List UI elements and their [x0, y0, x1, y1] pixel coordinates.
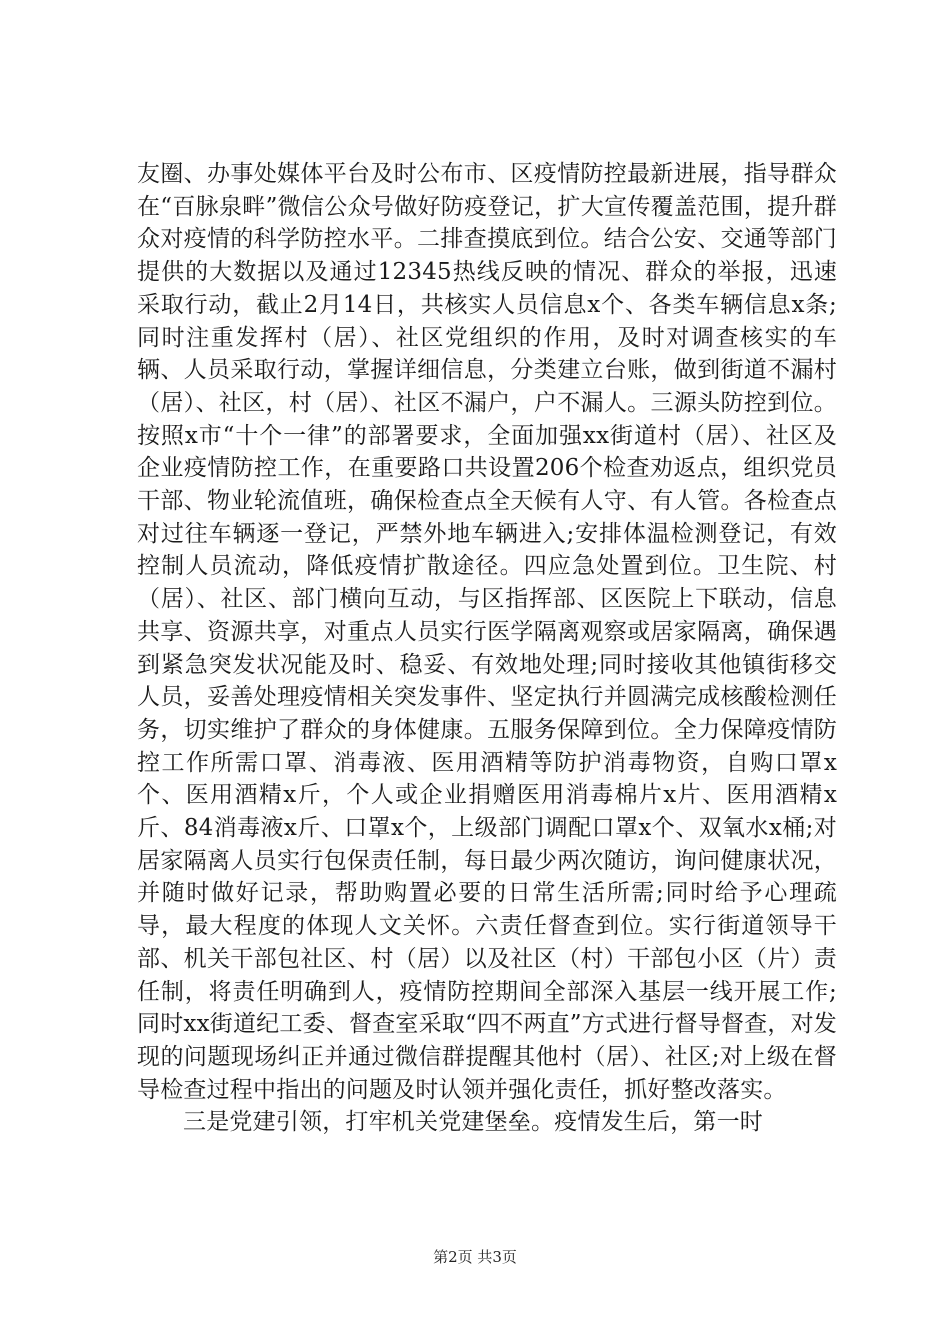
paragraph-2: 三是党建引领，打牢机关党建堡垒。疫情发生后，第一时 [183, 1109, 763, 1136]
page-footer: 第2页 共3页 [433, 1248, 517, 1266]
document-body [137, 158, 837, 1139]
paragraph-1: 友圈、办事处媒体平台及时公布市、区疫情防控最新进展，指导群众在“百脉泉畔”微信公众号做好防疫登记，扩大宣传覆盖范围，提升群众对疫情的科学防控水平。二排查摸底到位。结合公安、交通等部门提供的大数据以及通过12345热线反映的情况、群众的举报，迅速采取行动，截止2月14日，共核实人员信息x个、各类车辆信息x条;同时注重发挥村（居）、社区党组织的作用，及时对调查核实的车辆、人员采取行动，掌握详细信息，分类建立台账，做到街道不漏村（居）、社区，村（居）、社区不漏户，户不漏人。三源头防控到位。按照x市“十个一律”的部署要求，全面加强xx街道村（居）、社区及企业疫情防控工作，在重要路口共设置206个检查劝返点，组织党员干部、物业轮流值班，确保检查点全天候有人守、有人管。各检查点对过往车辆逐一登记，严禁外地车辆进入;安排体温检测登记，有效控制人员流动，降低疫情扩散途径。四应急处置到位。卫生院、村（居）、社区、部门横向互动，与区指挥部、区医院上下联动，信息共享、资源共享，对重点人员实行医学隔离观察或居家隔离，确保遇到紧急突发状况能及时、稳妥、有效地处理;同时接收其他镇街移交人员，妥善处理疫情相关突发事件、坚定执行并圆满完成核酸检测任务，切实维护了群众的身体健康。五服务保障到位。全力保障疫情防控工作所需口罩、消毒液、医用酒精等防护消毒物资，自购口罩x个、医用酒精x斤，个人或企业捐赠医用消毒棉片x片、医用酒精x斤、84消毒液x斤、口罩x个，上级部门调配口罩x个、双氧水x桶;对居家隔离人员实行包保责任制，每日最少两次随访，询问健康状况，并随时做好记录，帮助购置必要的日常生活所需;同时给予心理疏导，最大程度的体现人文关怀。六责任督查到位。实行街道领导干部、机关干部包社区、村（居）以及社区（村）干部包小区（片）责任制，将责任明确到人，疫情防控期间全部深入基层一线开展工作;同时xx街道纪工委、督查室采取“四不两直”方式进行督导督查，对发现的问题现场纠正并通过微信群提醒其他村（居）、社区;对上级在督导检查过程中指出的问题及时认领并强化责任，抓好整改落实。 [137, 161, 837, 1103]
